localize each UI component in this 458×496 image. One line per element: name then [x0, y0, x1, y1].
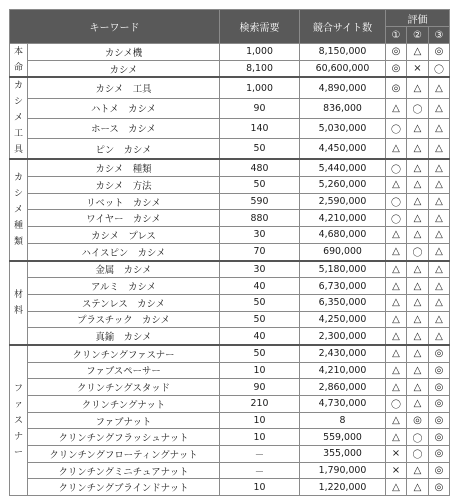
keyword-cell: 金属 カシメ — [28, 261, 220, 278]
search-volume-cell: 50 — [220, 177, 300, 194]
eval-1-cell: × — [386, 446, 407, 463]
table-row — [10, 159, 450, 176]
table-row — [10, 294, 450, 311]
competing-sites-cell: 2,300,000 — [300, 328, 386, 345]
header-search-volume: 検索需要 — [220, 10, 300, 44]
eval-1-cell: △ — [386, 362, 407, 379]
table-row — [10, 139, 450, 160]
category-cell — [10, 261, 28, 345]
eval-2-cell: △ — [407, 210, 429, 227]
keyword-evaluation-sheet — [9, 9, 450, 496]
search-volume-cell: 30 — [220, 261, 300, 278]
keyword-cell: クリンチングファスナー — [28, 345, 220, 362]
keyword-cell: クリンチングスタッド — [28, 379, 220, 396]
eval-3-cell: ◎ — [429, 412, 450, 429]
header-eval-3: ③ — [429, 27, 450, 44]
competing-sites-cell: 8,150,000 — [300, 44, 386, 61]
eval-1-cell: 〇 — [386, 210, 407, 227]
table-row — [10, 345, 450, 362]
eval-3-cell: △ — [429, 177, 450, 194]
eval-1-cell: 〇 — [386, 396, 407, 413]
eval-3-cell: ◎ — [429, 462, 450, 479]
search-volume-cell: 1,000 — [220, 77, 300, 98]
keyword-cell: ステンレス カシメ — [28, 294, 220, 311]
keyword-cell: クリンチングフラッシュナット — [28, 429, 220, 446]
eval-1-cell: △ — [386, 429, 407, 446]
competing-sites-cell: 5,260,000 — [300, 177, 386, 194]
keyword-cell: ファブナット — [28, 412, 220, 429]
competing-sites-cell: 2,430,000 — [300, 345, 386, 362]
header-evaluation: 評価 — [386, 10, 450, 27]
eval-1-cell: △ — [386, 177, 407, 194]
keyword-cell: ワイヤー カシメ — [28, 210, 220, 227]
eval-1-cell: △ — [386, 278, 407, 295]
category-cell — [10, 159, 28, 260]
search-volume-cell: 90 — [220, 98, 300, 118]
header-keyword: キーワード — [10, 10, 220, 44]
competing-sites-cell: 2,590,000 — [300, 193, 386, 210]
competing-sites-cell: 1,220,000 — [300, 479, 386, 496]
keyword-cell: クリンチングフローティングナット — [28, 446, 220, 463]
eval-3-cell: △ — [429, 159, 450, 176]
search-volume-cell: － — [220, 462, 300, 479]
keyword-cell: カシメ — [28, 60, 220, 77]
table-row — [10, 396, 450, 413]
eval-2-cell: △ — [407, 294, 429, 311]
table-header — [10, 10, 450, 44]
eval-3-cell: △ — [429, 294, 450, 311]
header-eval-2: ② — [407, 27, 429, 44]
category-label: 本 命 — [13, 47, 23, 74]
eval-1-cell: △ — [386, 98, 407, 118]
competing-sites-cell: 60,600,000 — [300, 60, 386, 77]
competing-sites-cell: 559,000 — [300, 429, 386, 446]
eval-2-cell: × — [407, 60, 429, 77]
keyword-cell: カシメ 種類 — [28, 159, 220, 176]
competing-sites-cell: 6,350,000 — [300, 294, 386, 311]
eval-3-cell: ◎ — [429, 362, 450, 379]
search-volume-cell: 10 — [220, 429, 300, 446]
table-row — [10, 278, 450, 295]
eval-3-cell: △ — [429, 118, 450, 138]
category-label: フ ァ ス ナ ー — [13, 383, 23, 458]
competing-sites-cell: 8 — [300, 412, 386, 429]
eval-2-cell: △ — [407, 278, 429, 295]
table-row — [10, 227, 450, 244]
eval-3-cell: △ — [429, 261, 450, 278]
eval-3-cell: △ — [429, 98, 450, 118]
eval-1-cell: × — [386, 462, 407, 479]
keyword-cell: ハトメ カシメ — [28, 98, 220, 118]
eval-3-cell: △ — [429, 227, 450, 244]
table-body — [10, 44, 450, 496]
eval-2-cell: △ — [407, 177, 429, 194]
eval-2-cell: △ — [407, 396, 429, 413]
eval-3-cell: ◎ — [429, 396, 450, 413]
table-row — [10, 311, 450, 328]
competing-sites-cell: 6,730,000 — [300, 278, 386, 295]
eval-2-cell: △ — [407, 379, 429, 396]
eval-3-cell: ◎ — [429, 446, 450, 463]
search-volume-cell: 50 — [220, 139, 300, 160]
table-row — [10, 193, 450, 210]
search-volume-cell: 40 — [220, 328, 300, 345]
competing-sites-cell: 4,250,000 — [300, 311, 386, 328]
table-row — [10, 210, 450, 227]
eval-3-cell: △ — [429, 243, 450, 260]
search-volume-cell: 10 — [220, 362, 300, 379]
keyword-cell: カシメ プレス — [28, 227, 220, 244]
eval-2-cell: 〇 — [407, 98, 429, 118]
table-row — [10, 44, 450, 61]
eval-3-cell: △ — [429, 328, 450, 345]
table-row — [10, 98, 450, 118]
keyword-cell: ファブスペーサー — [28, 362, 220, 379]
eval-3-cell: ◎ — [429, 429, 450, 446]
search-volume-cell: 30 — [220, 227, 300, 244]
eval-2-cell: △ — [407, 345, 429, 362]
eval-1-cell: △ — [386, 139, 407, 160]
competing-sites-cell: 4,680,000 — [300, 227, 386, 244]
eval-1-cell: ◎ — [386, 60, 407, 77]
table-row — [10, 479, 450, 496]
competing-sites-cell: 4,890,000 — [300, 77, 386, 98]
eval-1-cell: △ — [386, 345, 407, 362]
keyword-cell: カシメ 工具 — [28, 77, 220, 98]
eval-2-cell: △ — [407, 462, 429, 479]
search-volume-cell: 10 — [220, 412, 300, 429]
eval-3-cell: △ — [429, 77, 450, 98]
eval-1-cell: 〇 — [386, 193, 407, 210]
eval-1-cell: △ — [386, 479, 407, 496]
search-volume-cell: 90 — [220, 379, 300, 396]
eval-3-cell: △ — [429, 139, 450, 160]
eval-2-cell: 〇 — [407, 243, 429, 260]
keyword-cell: ハイスピン カシメ — [28, 243, 220, 260]
category-cell — [10, 44, 28, 78]
table-row — [10, 462, 450, 479]
keyword-cell: アルミ カシメ — [28, 278, 220, 295]
table-row — [10, 328, 450, 345]
eval-2-cell: △ — [407, 77, 429, 98]
eval-2-cell: △ — [407, 159, 429, 176]
eval-3-cell: ◎ — [429, 479, 450, 496]
eval-1-cell: △ — [386, 227, 407, 244]
eval-2-cell: ◎ — [407, 412, 429, 429]
eval-1-cell: ◎ — [386, 77, 407, 98]
table-row — [10, 429, 450, 446]
competing-sites-cell: 836,000 — [300, 98, 386, 118]
competing-sites-cell: 4,210,000 — [300, 362, 386, 379]
eval-2-cell: △ — [407, 118, 429, 138]
competing-sites-cell: 5,440,000 — [300, 159, 386, 176]
keyword-cell: プラスチック カシメ — [28, 311, 220, 328]
eval-1-cell: △ — [386, 379, 407, 396]
eval-2-cell: △ — [407, 362, 429, 379]
eval-3-cell: 〇 — [429, 60, 450, 77]
eval-1-cell: △ — [386, 243, 407, 260]
table-row — [10, 261, 450, 278]
table-row — [10, 60, 450, 77]
header-eval-1: ① — [386, 27, 407, 44]
competing-sites-cell: 4,730,000 — [300, 396, 386, 413]
search-volume-cell: － — [220, 446, 300, 463]
category-cell — [10, 77, 28, 159]
eval-2-cell: △ — [407, 261, 429, 278]
eval-2-cell: △ — [407, 479, 429, 496]
keyword-cell: カシメ機 — [28, 44, 220, 61]
search-volume-cell: 140 — [220, 118, 300, 138]
eval-3-cell: ◎ — [429, 345, 450, 362]
eval-1-cell: △ — [386, 328, 407, 345]
table-row — [10, 118, 450, 138]
eval-3-cell: ◎ — [429, 44, 450, 61]
search-volume-cell: 40 — [220, 278, 300, 295]
eval-3-cell: △ — [429, 278, 450, 295]
header-competing-sites: 競合サイト数 — [300, 10, 386, 44]
keyword-cell: クリンチングナット — [28, 396, 220, 413]
eval-1-cell: △ — [386, 311, 407, 328]
search-volume-cell: 1,000 — [220, 44, 300, 61]
keyword-cell: リベット カシメ — [28, 193, 220, 210]
table-row — [10, 243, 450, 260]
search-volume-cell: 210 — [220, 396, 300, 413]
category-label: 材 料 — [13, 289, 23, 316]
table-row — [10, 177, 450, 194]
competing-sites-cell: 690,000 — [300, 243, 386, 260]
table-row — [10, 412, 450, 429]
eval-2-cell: 〇 — [407, 429, 429, 446]
category-label: カ シ メ 工 具 — [13, 81, 23, 156]
competing-sites-cell: 5,180,000 — [300, 261, 386, 278]
eval-1-cell: 〇 — [386, 159, 407, 176]
search-volume-cell: 10 — [220, 479, 300, 496]
eval-2-cell: △ — [407, 193, 429, 210]
eval-3-cell: ◎ — [429, 379, 450, 396]
eval-1-cell: 〇 — [386, 118, 407, 138]
eval-1-cell: △ — [386, 412, 407, 429]
eval-1-cell: △ — [386, 261, 407, 278]
eval-1-cell: ◎ — [386, 44, 407, 61]
keyword-cell: 真鍮 カシメ — [28, 328, 220, 345]
search-volume-cell: 8,100 — [220, 60, 300, 77]
search-volume-cell: 880 — [220, 210, 300, 227]
category-cell — [10, 345, 28, 496]
competing-sites-cell: 2,860,000 — [300, 379, 386, 396]
keyword-cell: カシメ 方法 — [28, 177, 220, 194]
search-volume-cell: 50 — [220, 345, 300, 362]
competing-sites-cell: 4,450,000 — [300, 139, 386, 160]
competing-sites-cell: 5,030,000 — [300, 118, 386, 138]
eval-2-cell: △ — [407, 311, 429, 328]
eval-3-cell: △ — [429, 193, 450, 210]
table-row — [10, 446, 450, 463]
eval-3-cell: △ — [429, 210, 450, 227]
keyword-cell: ホース カシメ — [28, 118, 220, 138]
eval-3-cell: △ — [429, 311, 450, 328]
search-volume-cell: 50 — [220, 311, 300, 328]
competing-sites-cell: 1,790,000 — [300, 462, 386, 479]
competing-sites-cell: 4,210,000 — [300, 210, 386, 227]
eval-1-cell: △ — [386, 294, 407, 311]
keyword-cell: ピン カシメ — [28, 139, 220, 160]
eval-2-cell: △ — [407, 328, 429, 345]
eval-2-cell: △ — [407, 44, 429, 61]
competing-sites-cell: 355,000 — [300, 446, 386, 463]
search-volume-cell: 70 — [220, 243, 300, 260]
table-row — [10, 77, 450, 98]
eval-2-cell: △ — [407, 139, 429, 160]
search-volume-cell: 590 — [220, 193, 300, 210]
eval-2-cell: 〇 — [407, 446, 429, 463]
keyword-table — [9, 9, 450, 496]
table-row — [10, 362, 450, 379]
eval-2-cell: △ — [407, 227, 429, 244]
keyword-cell: クリンチングブラインドナット — [28, 479, 220, 496]
search-volume-cell: 480 — [220, 159, 300, 176]
table-row — [10, 379, 450, 396]
keyword-cell: クリンチングミニチュアナット — [28, 462, 220, 479]
category-label: カ シ メ 種 類 — [13, 172, 23, 247]
search-volume-cell: 50 — [220, 294, 300, 311]
